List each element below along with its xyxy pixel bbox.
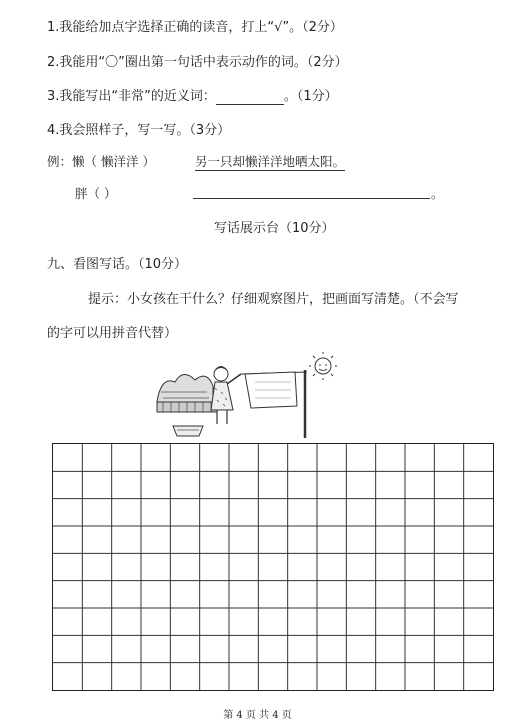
synonym-blank[interactable] (216, 89, 284, 105)
question-4: 4.我会照样子，写一写。（3分） (47, 123, 231, 138)
question-3-score: 。（1分） (283, 89, 338, 104)
pang-answer-blank[interactable] (193, 198, 430, 199)
hint-line-2: 的字可以用拼音代替） (47, 326, 178, 341)
question-1: 1.我能给加点字选择正确的读音，打上“√”。（2分） (47, 20, 343, 35)
writing-grid[interactable] (52, 443, 494, 691)
example-label: 例：懒（ 懒洋洋 ） (47, 154, 155, 169)
sun (315, 358, 331, 374)
pang-period: 。 (431, 186, 444, 201)
page-footer: 第 4 页 共 4 页 (223, 710, 292, 721)
question-3-text: 3.我能写出“非常”的近义词： (47, 89, 216, 104)
bushes (157, 374, 213, 404)
hint-line-1: 提示：小女孩在干什么？仔细观察图片，把画面写清楚。（不会写 (88, 292, 459, 307)
task-title: 九、看图写话。（10分） (47, 257, 188, 272)
section-title: 写话展示台（10分） (214, 221, 335, 236)
girl-dress (211, 382, 233, 410)
laundry-basket (173, 426, 203, 436)
girl-drying-clothes-illustration (155, 352, 355, 440)
question-3 (47, 85, 338, 105)
question-2: 2.我能用“〇”圈出第一句话中表示动作的词。（2分） (47, 55, 348, 70)
example-sentence-text: 另一只却懒洋洋地晒太阳。 (195, 154, 346, 169)
example-sentence (195, 152, 345, 171)
pang-label: 胖（ ） (75, 186, 117, 201)
